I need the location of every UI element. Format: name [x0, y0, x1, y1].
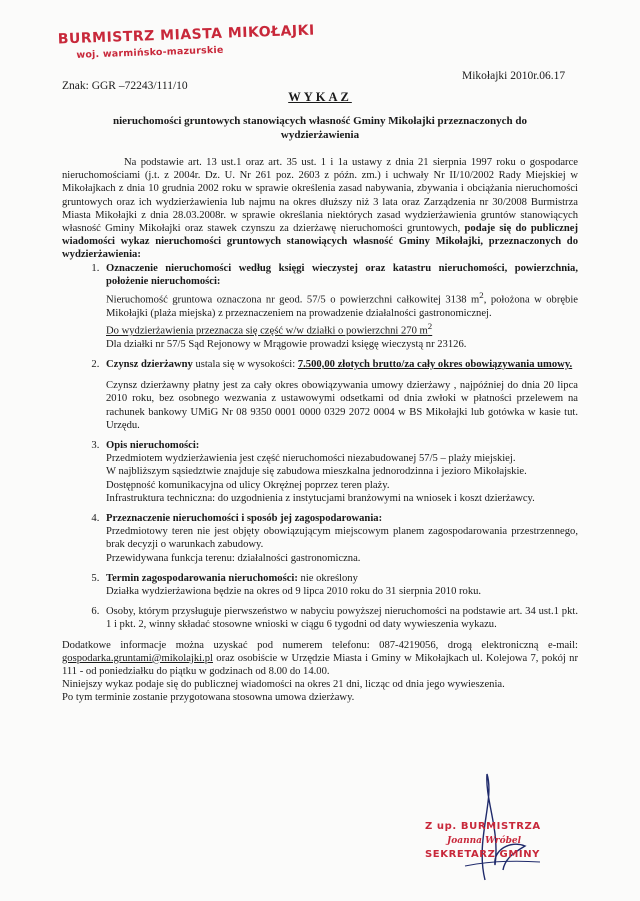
signature-line-3: SEKRETARZ GMINY — [425, 849, 541, 860]
document-date: Mikołajki 2010r.06.17 — [462, 70, 566, 82]
stamp-line-1: BURMISTRZ MIASTA MIKOŁAJKI — [57, 22, 315, 48]
item-3-heading: 3. Opis nieruchomości: — [106, 439, 200, 451]
item-5-text: nie określony — [297, 572, 358, 584]
contact-text-a: Dodatkowe informacje można uzyskać pod numerem telefonu: 087-4219056, drogą elektroniczną e-mail: — [62, 639, 578, 651]
signature-line-1: Z up. BURMISTRZA — [425, 821, 541, 832]
item-1-sup: 2 — [479, 290, 484, 301]
item-4-text-2: Przewidywana funkcja terenu: działalności gastronomiczna. — [106, 552, 361, 564]
list-item-3 — [102, 439, 578, 505]
item-2-amount: 7.500,00 złotych brutto/za cały okres obowiązywania umowy. — [297, 358, 573, 370]
document-title: WYKAZ — [288, 90, 352, 104]
item-1-heading: 1. Oznaczenie nieruchomości według księgi wieczystej oraz katastru nieruchomości, powierzchnia, położenie nieruchomości: — [106, 262, 578, 287]
intro-paragraph — [62, 156, 578, 262]
item-6-text: 6. Osoby, którym przysługuje pierwszeństwo w nabyciu powyższej nieruchomości na podstawie art. 34 ust.1 pkt. 1 i pkt. 2, winny składać stosowne wnioski w ciągu 6 tygodni od daty wywieszenia wykazu. — [106, 606, 578, 631]
item-4-text-1: Przedmiotowy teren nie jest objęty obowiązującym miejscowym planem zagospodarowania przestrzennego, brak decyzji o warunkach zabudowy. — [106, 526, 578, 551]
list-item-4 — [102, 512, 578, 565]
item-2-text: ustala się w wysokości: — [192, 358, 298, 370]
item-3-text-2: W najbliższym sąsiedztwie znajduje się zabudowa mieszkalna jednorodzinna i jezioro Mikołajskie. — [106, 466, 527, 478]
list-item-2 — [102, 358, 578, 432]
item-1-text-a: Nieruchomość gruntowa oznaczona nr geod. 57/5 o powierzchni całkowitej 3138 m — [106, 294, 480, 306]
item-5-term — [106, 572, 578, 585]
item-1-description — [106, 289, 578, 320]
item-5-period: Działka wydzierżawiona będzie na okres od 9 lipca 2010 roku do 31 sierpnia 2010 roku. — [106, 585, 482, 597]
item-1-lease-area — [106, 320, 578, 338]
official-stamp — [58, 23, 316, 62]
item-list — [62, 262, 578, 632]
contact-paragraph — [62, 639, 578, 679]
item-4-heading: 4. Przeznaczenie nieruchomości i sposób jej zagospodarowania: — [106, 512, 383, 524]
list-item-6 — [102, 605, 578, 631]
item-3-text-4: Infrastruktura techniczna: do uzgodnienia z instytucjami branżowymi na wniosek i koszt dzierżawcy. — [106, 492, 535, 504]
signature-stamp — [425, 820, 541, 862]
item-1-underline-text: Do wydzierżawienia przeznacza się część w/w działki o powierzchni 270 m — [106, 325, 428, 337]
item-1-land-register: Dla działki nr 57/5 Sąd Rejonowy w Mrągowie prowadzi księgę wieczystą nr 23126. — [106, 338, 467, 350]
item-2-payment-terms: Czynsz dzierżawny płatny jest za cały okres obowiązywania umowy dzierżawy , najpóźniej do dnia 20 lipca 2010 roku, bez osobnego wezwania z ustawowymi odsetkami od dnia zwłoki w płatności przelewem na rachunek bankowy UMiG Nr 08 9350 0001 0000 0329 2072 0004 w BS Mikołajki lub gotówka w kasie tut. Urzędu. — [106, 380, 578, 431]
document-subtitle: nieruchomości gruntowych stanowiących własność Gminy Mikołajki przeznaczonych do wydzierżawienia — [112, 115, 528, 141]
stamp-line-2: woj. warmińsko-mazurskie — [76, 44, 224, 61]
closing-paragraph: Po tym terminie zostanie przygotowana stosowna umowa dzierżawy. — [62, 692, 355, 704]
item-1-underline-sup: 2 — [427, 320, 433, 331]
contact-email-link[interactable]: gospodarka.gruntami@mikolajki.pl — [62, 652, 213, 664]
item-3-text-3: Dostępność komunikacyjna od ulicy Okrężnej poprzez teren plaży. — [106, 479, 390, 491]
publication-paragraph: Niniejszy wykaz podaje się do publicznej wiadomości na okres 21 dni, licząc od dnia jego wywieszenia. — [62, 679, 505, 691]
item-1-text-b: , położona w obrębie Mikołajki (plaża miejska) z przeznaczeniem na prowadzenie działalności gastronomicznej. — [106, 294, 579, 319]
item-2-heading: Czynsz dzierżawny — [106, 358, 193, 370]
intro-bold-text: podaje się do publicznej wiadomości wykaz nieruchomości gruntowych stanowiących własność Gminy Mikołajki, przeznaczonych do wydzierżawienia: — [62, 223, 578, 261]
document-body — [62, 156, 578, 705]
list-item-1 — [102, 262, 578, 351]
contact-text-b: oraz osobiście w Urzędzie Miasta i Gminy w Mikołajkach ul. Kolejowa 7, pokój nr 111 - od poniedziałku do piątku w godzinach od 8.00 do 14.00. — [62, 652, 578, 677]
intro-text: Na podstawie art. 13 ust.1 oraz art. 35 ust. 1 i 1a ustawy z dnia 21 sierpnia 1997 roku o gospodarce nieruchomościami (j.t. z 2004r. Dz. U. Nr 261 poz. 2603 z późn. zm.) i uchwały Nr II/10/2002 Rady Miejskiej w Mikołajkach z dnia 10 grudnia 2002 roku w sprawie określenia zasad nabywania, zbywania i obciążania nieruchomości gruntowych oraz ich wydzierżawienia lub najmu na okres dłuższy niż 3 lata oraz Zarządzenia nr 30/2008 Burmistrza Miasta Mikołajki z dnia 28.03.2008r. w sprawie określania niektórych zasad wydzierżawienia gruntów stanowiących własność Gminy Mikołajki oraz stawek czynszu za dzierżawę nieruchomości gruntowych, — [62, 157, 578, 235]
item-3-text-1: Przedmiotem wydzierżawienia jest część nieruchomości niezabudowanej 57/5 – plaży miejskiej. — [106, 453, 516, 465]
item-5-heading: Termin zagospodarowania nieruchomości: — [106, 572, 298, 584]
item-2-rent — [106, 358, 578, 371]
reference-number: Znak: GGR –72243/111/10 — [62, 80, 188, 92]
signature-name: Joanna Wróbel — [447, 836, 522, 846]
list-item-5 — [102, 572, 578, 598]
